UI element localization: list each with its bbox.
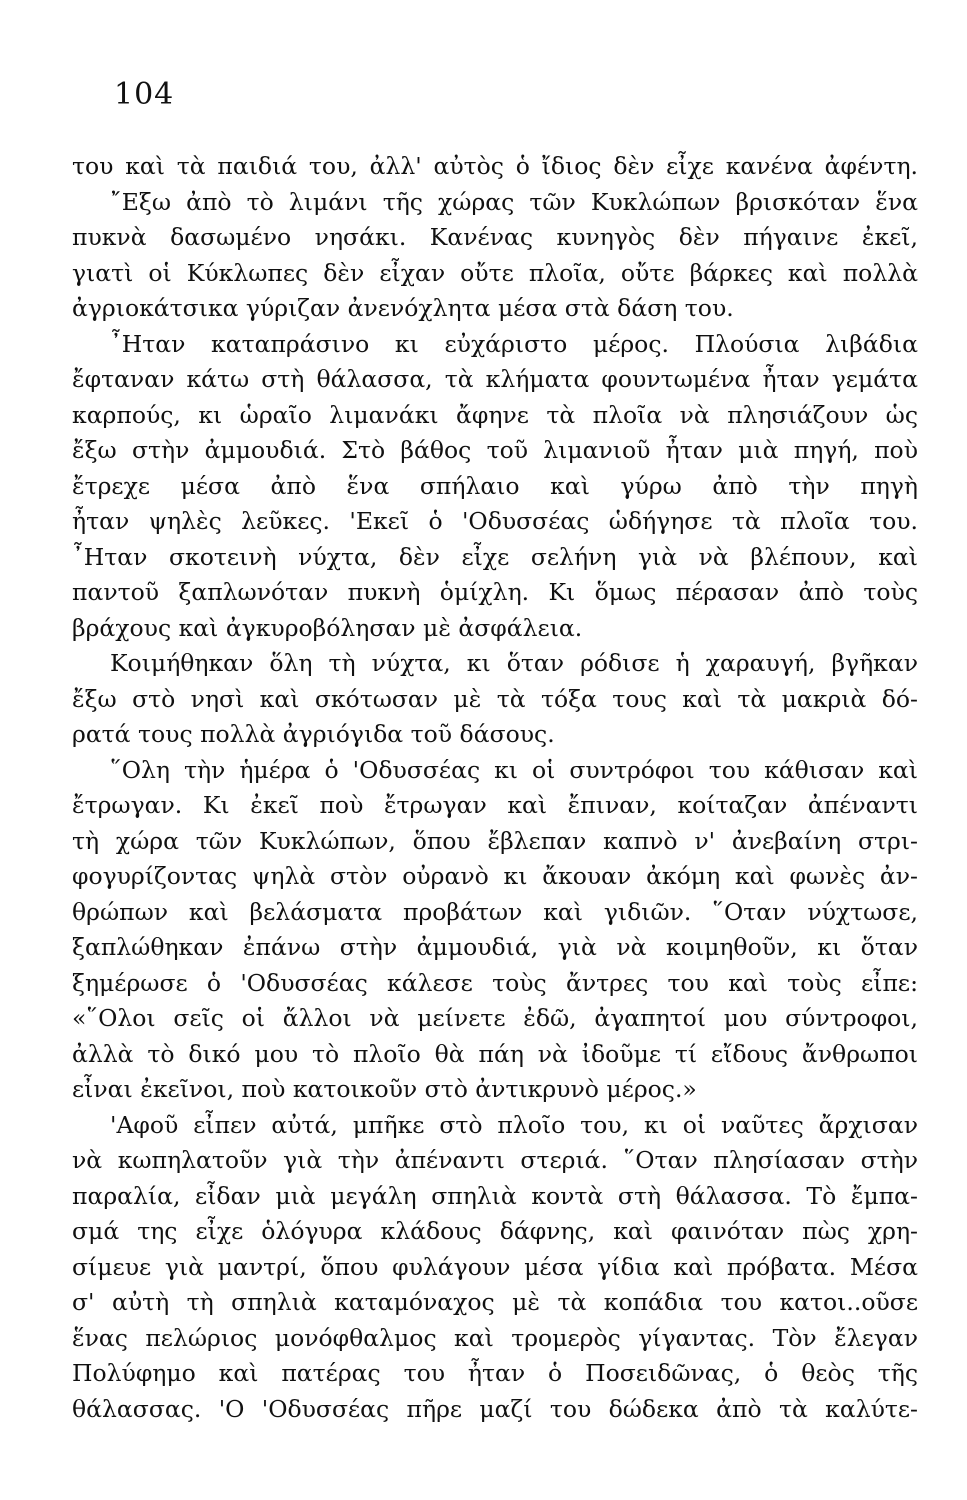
text-line: σμά της εἶχε ὁλόγυρα κλάδους δάφνης, καὶ φαινόταν πὼς χρη- bbox=[72, 1217, 918, 1245]
text-line: ἦταν ψηλὲς λεῦκες. 'Εκεῖ ὁ 'Οδυσσέας ὡδήγησε τὰ πλοῖα του. bbox=[72, 507, 918, 535]
text-line: Πολύφημο καὶ πατέρας του ἦταν ὁ Ποσειδῶνας, ὁ θεὸς τῆς bbox=[72, 1359, 918, 1387]
text-line: εἶναι ἐκεῖνοι, ποὺ κατοικοῦν στὸ ἀντικρυνὸ μέρος.» bbox=[72, 1075, 697, 1103]
text-line: παραλία, εἶδαν μιὰ μεγάλη σπηλιὰ κοντὰ στὴ θάλασσα. Τὸ ἔμπα- bbox=[72, 1181, 918, 1210]
text-line: γιατὶ οἱ Κύκλωπες δὲν εἶχαν οὔτε πλοῖα, οὔτε βάρκες καὶ πολλὰ bbox=[72, 258, 918, 287]
text-line: ἀγριοκάτσικα γύριζαν ἀνενόχλητα μέσα στὰ δάση του. bbox=[72, 294, 734, 322]
text-line: ἔξω στὴν ἀμμουδιά. Στὸ βάθος τοῦ λιμανιοῦ ἦταν μιὰ πηγή, ποὺ bbox=[72, 436, 918, 464]
text-line: 'Αφοῦ εἶπεν αὐτά, μπῆκε στὸ πλοῖο του, κι οἱ ναῦτες ἄρχισαν bbox=[110, 1110, 918, 1139]
text-line: παντοῦ ξαπλωνόταν πυκνὴ ὁμίχλη. Κι ὅμως πέρασαν ἀπὸ τοὺς bbox=[72, 578, 918, 606]
text-line: ξημέρωσε ὁ 'Οδυσσέας κάλεσε τοὺς ἄντρες του καὶ τοὺς εἶπε: bbox=[72, 968, 918, 997]
text-line: ἔτρεχε μέσα ἀπὸ ἕνα σπήλαιο καὶ γύρω ἀπὸ τὴν πηγὴ bbox=[72, 471, 918, 500]
text-line: θάλασσας. 'Ο 'Οδυσσέας πῆρε μαζί του δώδεκα ἀπὸ τὰ καλύτε- bbox=[72, 1394, 918, 1423]
text-line: βράχους καὶ ἀγκυροβόλησαν μὲ ἀσφάλεια. bbox=[72, 613, 583, 642]
body-text bbox=[72, 149, 918, 1427]
text-line: Κοιμήθηκαν ὅλη τὴ νύχτα, κι ὅταν ρόδισε ἡ χαραυγή, βγῆκαν bbox=[110, 649, 918, 677]
text-line: «῞Ολοι σεῖς οἱ ἄλλοι νὰ μείνετε ἐδῶ, ἀγαπητοί μου σύντροφοι, bbox=[72, 1004, 918, 1032]
text-line: νὰ κωπηλατοῦν γιὰ τὴν ἀπέναντι στεριά. ῞Οταν πλησίασαν στὴν bbox=[72, 1146, 918, 1174]
text-line: τὴ χώρα τῶν Κυκλώπων, ὅπου ἔβλεπαν καπνὸ ν' ἀνεβαίνη στρι- bbox=[72, 826, 918, 855]
text-line: ῞Ολη τὴν ἡμέρα ὁ 'Οδυσσέας κι οἱ συντρόφοι του κάθισαν καὶ bbox=[110, 755, 918, 784]
text-line: ἀλλὰ τὸ δικό μου τὸ πλοῖο θὰ πάη νὰ ἰδοῦμε τί εἴδους ἄνθρωποι bbox=[72, 1039, 918, 1068]
text-line: θρώπων καὶ βελάσματα προβάτων καὶ γιδιῶν. ῞Οταν νύχτωσε, bbox=[72, 897, 918, 926]
text-line: ῏Ηταν σκοτεινὴ νύχτα, δὲν εἶχε σελήνη γιὰ νὰ βλέπουν, καὶ bbox=[72, 542, 918, 571]
text-line: ἔξω στὸ νησὶ καὶ σκότωσαν μὲ τὰ τόξα τους καὶ τὰ μακριὰ δό- bbox=[72, 684, 918, 713]
text-line: του καὶ τὰ παιδιά του, ἀλλ' αὐτὸς ὁ ἴδιος δὲν εἶχε κανένα ἀφέντη. bbox=[72, 152, 918, 180]
text-line: ρατά τους πολλὰ ἀγριόγιδα τοῦ δάσους. bbox=[72, 720, 555, 748]
text-line: ἕνας πελώριος μονόφθαλμος καὶ τρομερὸς γίγαντας. Τὸν ἔλεγαν bbox=[72, 1323, 918, 1352]
text-line: ξαπλώθηκαν ἐπάνω στὴν ἀμμουδιά, γιὰ νὰ κοιμηθοῦν, κι ὅταν bbox=[72, 933, 918, 961]
text-line: φογυρίζοντας ψηλὰ στὸν οὐρανὸ κι ἄκουαν ἀκόμη καὶ φωνὲς ἀν- bbox=[72, 862, 918, 890]
text-line: ἔτρωγαν. Κι ἐκεῖ ποὺ ἔτρωγαν καὶ ἔπιναν, κοίταζαν ἀπέναντι bbox=[72, 791, 918, 819]
text-line: πυκνὰ δασωμένο νησάκι. Κανένας κυνηγὸς δὲν πήγαινε ἐκεῖ, bbox=[72, 223, 918, 251]
text-line: σίμευε γιὰ μαντρί, ὅπου φυλάγουν μέσα γίδια καὶ πρόβατα. Μέσα bbox=[72, 1252, 918, 1281]
text-line: ἔφταναν κάτω στὴ θάλασσα, τὰ κλήματα φουντωμένα ἦταν γεμάτα bbox=[72, 365, 918, 393]
text-line: σ' αὐτὴ τὴ σπηλιὰ καταμόναχος μὲ τὰ κοπάδια του κατοι..οῦσε bbox=[72, 1288, 918, 1316]
text-line: ῏Ηταν καταπράσινο κι εὐχάριστο μέρος. Πλούσια λιβάδια bbox=[110, 329, 918, 358]
page-number: 104 bbox=[114, 77, 175, 112]
text-line: ῎Εξω ἀπὸ τὸ λιμάνι τῆς χώρας τῶν Κυκλώπων βρισκόταν ἕνα bbox=[110, 187, 918, 216]
text-line: καρπούς, κι ὡραῖο λιμανάκι ἄφηνε τὰ πλοῖα νὰ πλησιάζουν ὡς bbox=[72, 400, 918, 429]
